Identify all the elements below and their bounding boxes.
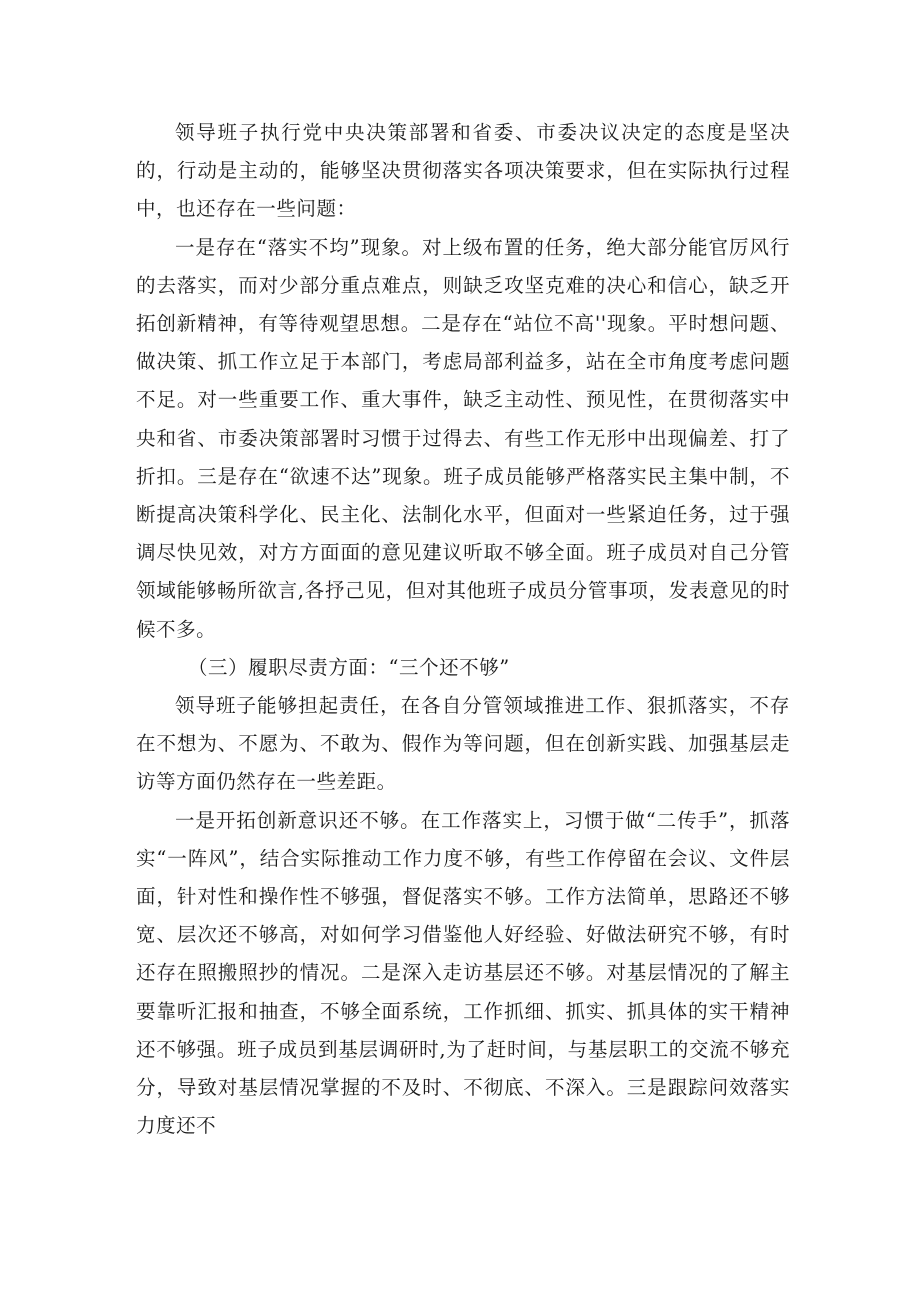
paragraph-duty-summary: 领导班子能够担起责任，在各自分管领域推进工作、狠抓落实，不存在不想为、不愿为、不敢为、假作为等问题，但在创新实践、加强基层走访等方面仍然存在一些差距。 bbox=[136, 694, 790, 794]
paragraph-three-shortcomings: 一是开拓创新意识还不够。在工作落实上，习惯于做“二传手”，抓落实“一阵风”，结合实际推动工作力度不够，有些工作停留在会议、文件层面，针对性和操作性不够强，督促落实不够。工作方法简单，思路还不够宽、层次还不够高，对如何学习借鉴他人好经验、好做法研究不够，有时还存在照搬照抄的情况。二是深入走访基层还不够。对基层情况的了解主要靠听汇报和抽查，不够全面系统，工作抓细、抓实、抓具体的实干精神还不够强。班子成员到基层调研时,为了赶时间，与基层职工的交流不够充分，导致对基层情况掌握的不及时、不彻底、不深入。三是跟踪问效落实力度还不 bbox=[136, 808, 790, 1138]
document-body bbox=[136, 114, 790, 1145]
section-heading-duty: （三）履职尽责方面：“三个还不够” bbox=[188, 655, 510, 679]
paragraph-intro: 领导班子执行党中央决策部署和省委、市委决议决定的态度是坚决的，行动是主动的，能够坚决贯彻落实各项决策要求，但在实际执行过程中，也还存在一些问题： bbox=[136, 121, 790, 221]
paragraph-three-phenomena: 一是存在“落实不均”现象。对上级布置的任务，绝大部分能官厉风行的去落实，而对少部分重点难点，则缺乏攻坚克难的决心和信心，缺乏开拓创新精神，有等待观望思想。二是存在“站位不高''现象。平时想问题、做决策、抓工作立足于本部门，考虑局部利益多，站在全市角度考虑问题不足。对一些重要工作、重大事件，缺乏主动性、预见性，在贯彻落实中央和省、市委决策部署时习惯于过得去、有些工作无形中出现偏差、打了折扣。三是存在“欲速不达”现象。班子成员能够严格落实民主集中制，不断提高决策科学化、民主化、法制化水平，但面对一些紧迫任务，过于强调尽快见效，对方方面面的意见建议听取不够全面。班子成员对自己分管领域能够畅所欲言,各抒己见，但对其他班子成员分管事项，发表意见的时候不多。 bbox=[136, 235, 790, 641]
